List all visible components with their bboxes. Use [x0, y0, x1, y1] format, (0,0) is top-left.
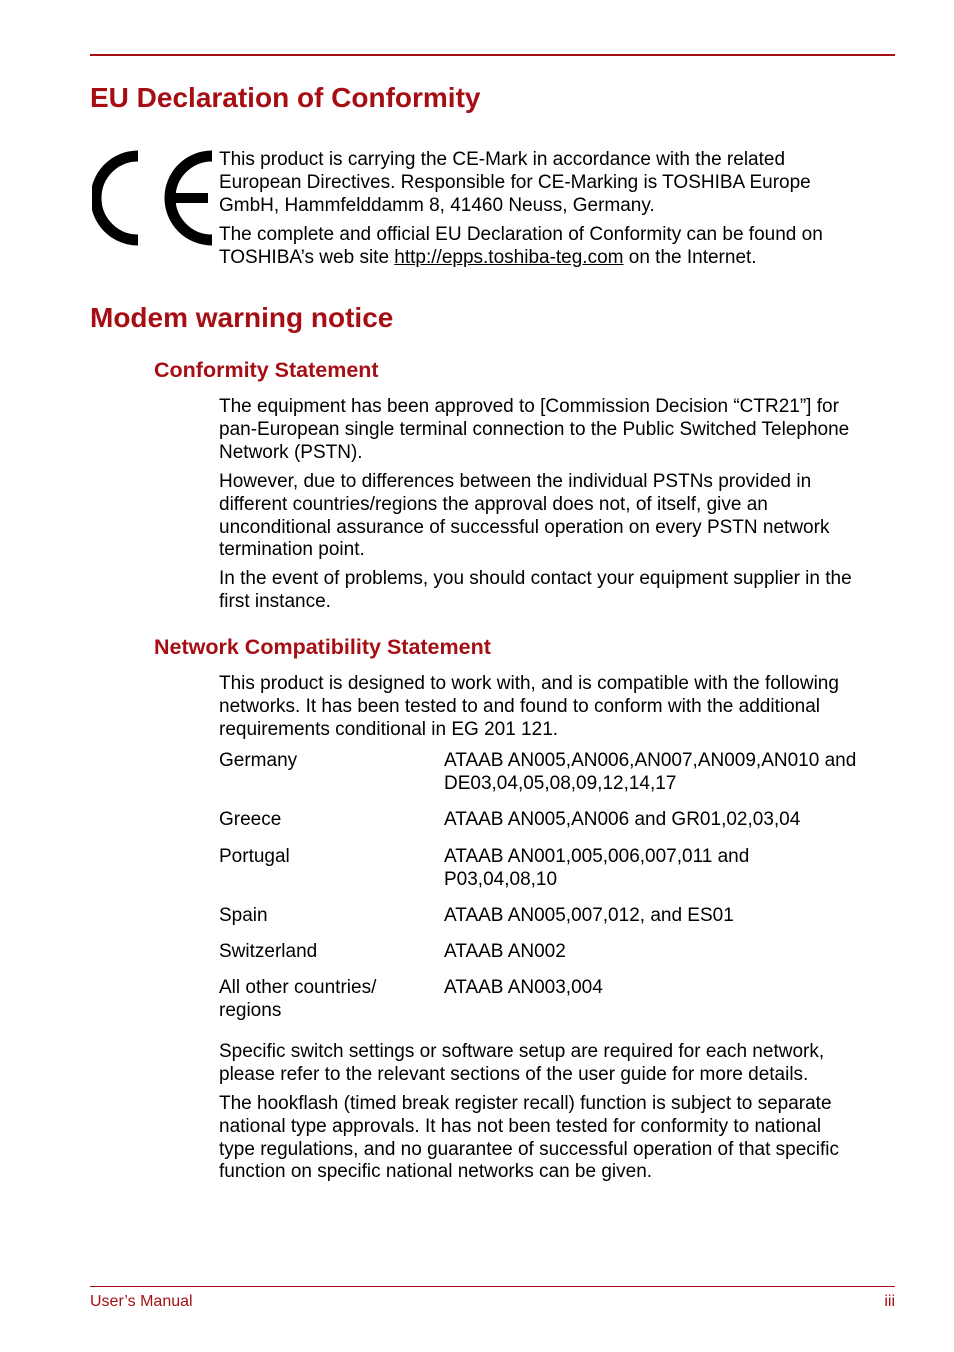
conformity-paragraph-3: [219, 568, 895, 614]
network-compatibility-heading: Network Compatibility Statement: [154, 635, 491, 659]
text-line: All other countries/: [219, 977, 377, 998]
country-cell: [219, 846, 290, 869]
text-line: ATAAB AN003,004: [444, 977, 603, 998]
declaration-paragraph: [219, 224, 895, 270]
standard-cell: [444, 941, 566, 964]
country-cell: [219, 977, 376, 1023]
text-fragment: TOSHIBA’s web site: [219, 246, 395, 268]
ce-mark-paragraph: [219, 149, 895, 217]
text-line: Specific switch settings or software setup are required for each network,: [219, 1041, 825, 1062]
eu-declaration-title: EU Declaration of Conformity: [90, 82, 481, 113]
text-line: regions: [219, 999, 282, 1021]
country-cell: [219, 905, 268, 928]
footer-manual-title: User’s Manual: [90, 1293, 193, 1310]
text-line: [219, 247, 895, 270]
text-line: first instance.: [219, 590, 331, 612]
text-line: please refer to the relevant sections of the user guide for more details.: [219, 1063, 809, 1085]
text-line: type regulations, and no guarantee of successful operation of that specific: [219, 1138, 840, 1160]
hookflash-paragraph: [219, 1093, 895, 1184]
text-line: requirements conditional in EG 201 121.: [219, 718, 559, 740]
text-line: This product is carrying the CE-Mark in accordance with the related: [219, 149, 786, 170]
text-line: The equipment has been approved to [Commission Decision “CTR21”] for: [219, 396, 839, 417]
footer-rule: [90, 1286, 895, 1287]
text-line: GmbH, Hammfelddamm 8, 41460 Neuss, Germany.: [219, 194, 655, 216]
text-line: termination point.: [219, 539, 365, 561]
modem-warning-title: Modem warning notice: [90, 302, 394, 333]
text-line: national type approvals. It has not been tested for conformity to national: [219, 1115, 822, 1137]
text-line: different countries/regions the approval does not, of itself, give an: [219, 493, 768, 515]
text-line: European Directives. Responsible for CE-Marking is TOSHIBA Europe: [219, 171, 811, 193]
conformity-statement-heading: Conformity Statement: [154, 358, 379, 382]
text-fragment: on the Internet.: [623, 246, 757, 268]
text-line: Spain: [219, 905, 268, 926]
standard-cell: [444, 809, 800, 832]
text-line: P03,04,08,10: [444, 868, 558, 890]
text-line: This product is designed to work with, and is compatible with the following: [219, 673, 839, 694]
text-line: Portugal: [219, 846, 290, 867]
text-line: ATAAB AN005,AN006 and GR01,02,03,04: [444, 809, 801, 830]
text-line: In the event of problems, you should contact your equipment supplier in the: [219, 568, 852, 589]
text-line: However, due to differences between the individual PSTNs provided in: [219, 471, 812, 492]
text-line: The complete and official EU Declaration of Conformity can be found on: [219, 224, 823, 245]
conformity-paragraph-2: [219, 471, 895, 562]
text-line: pan-European single terminal connection to the Public Switched Telephone: [219, 418, 850, 440]
country-cell: [219, 941, 317, 964]
ce-mark-icon: [92, 150, 216, 248]
switch-settings-paragraph: [219, 1041, 895, 1087]
toshiba-website-link[interactable]: http://epps.toshiba-teg.com: [394, 246, 624, 268]
standard-cell: [444, 905, 734, 928]
text-line: DE03,04,05,08,09,12,14,17: [444, 772, 677, 794]
header-rule: [90, 54, 895, 56]
text-line: ATAAB AN005,AN006,AN007,AN009,AN010 and: [444, 750, 857, 771]
text-line: function on specific national networks can be given.: [219, 1161, 653, 1183]
text-line: Greece: [219, 809, 282, 830]
page-number: iii: [884, 1293, 895, 1310]
country-cell: [219, 750, 297, 773]
standard-cell: [444, 750, 856, 796]
text-line: ATAAB AN005,007,012, and ES01: [444, 905, 734, 926]
text-line: networks. It has been tested to and found to conform with the additional: [219, 695, 820, 717]
text-line: ATAAB AN002: [444, 941, 566, 962]
text-line: Network (PSTN).: [219, 441, 363, 463]
text-line: unconditional assurance of successful operation on every PSTN network: [219, 516, 830, 538]
text-line: Germany: [219, 750, 298, 771]
standard-cell: [444, 846, 749, 892]
text-line: The hookflash (timed break register recall) function is subject to separate: [219, 1093, 832, 1114]
conformity-paragraph-1: [219, 396, 895, 464]
text-line: ATAAB AN001,005,006,007,011 and: [444, 846, 750, 867]
text-line: Switzerland: [219, 941, 318, 962]
country-cell: [219, 809, 281, 832]
network-intro-paragraph: [219, 673, 895, 741]
standard-cell: [444, 977, 603, 1000]
